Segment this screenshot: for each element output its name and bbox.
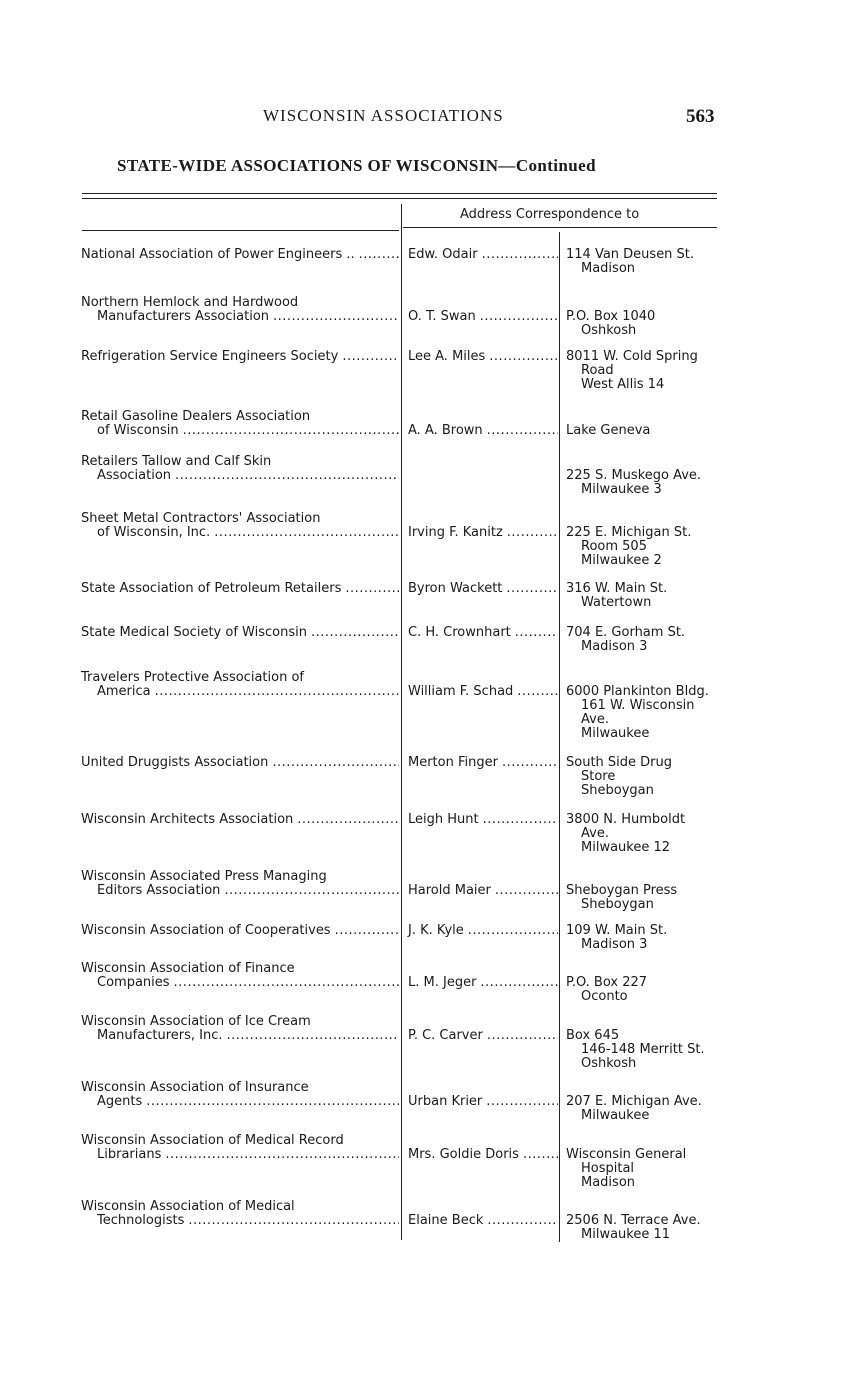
dot-leader bbox=[495, 884, 558, 898]
dot-leader bbox=[165, 1148, 399, 1162]
correspondent bbox=[408, 626, 558, 640]
correspondent-name: A. A. Brown bbox=[408, 423, 483, 438]
address-line: 2506 N. Terrace Ave. bbox=[566, 1213, 701, 1228]
association-name bbox=[81, 512, 399, 540]
dot-leader bbox=[517, 685, 558, 699]
address-line: 161 W. Wisconsin bbox=[581, 698, 695, 713]
association-name-line: Technologists bbox=[97, 1213, 185, 1228]
address-line: Wisconsin General bbox=[566, 1147, 687, 1162]
association-name bbox=[81, 962, 399, 990]
correspondent-name: C. H. Crownhart bbox=[408, 625, 511, 640]
association-name bbox=[81, 813, 399, 827]
address-line: Box 645 bbox=[566, 1028, 620, 1043]
address-line: 109 W. Main St. bbox=[566, 923, 668, 938]
association-name bbox=[81, 1015, 399, 1043]
correspondent bbox=[408, 310, 558, 324]
association-name bbox=[81, 924, 399, 938]
association-name bbox=[81, 870, 399, 898]
address-line: Store bbox=[581, 769, 616, 784]
dot-leader bbox=[226, 1029, 399, 1043]
correspondent-name: Irving F. Kanitz bbox=[408, 525, 503, 540]
address-line: 316 W. Main St. bbox=[566, 581, 668, 596]
correspondent bbox=[408, 884, 558, 898]
correspondent bbox=[408, 976, 558, 990]
dot-leader bbox=[224, 884, 399, 898]
address bbox=[566, 1029, 726, 1071]
correspondent bbox=[408, 813, 558, 827]
dot-leader bbox=[486, 1095, 558, 1109]
correspondent bbox=[408, 1148, 558, 1162]
dot-leader bbox=[214, 526, 399, 540]
association-name-line: Refrigeration Service Engineers Society bbox=[81, 349, 339, 364]
association-name bbox=[81, 671, 399, 699]
running-head bbox=[0, 106, 859, 130]
column-divider-1 bbox=[401, 204, 402, 1240]
association-name-line: United Druggists Association bbox=[81, 755, 269, 770]
correspondent bbox=[408, 1029, 558, 1043]
address-line: Milwaukee 2 bbox=[581, 553, 662, 568]
address bbox=[566, 626, 726, 654]
header-bottom-rule bbox=[82, 230, 399, 231]
dot-leader bbox=[175, 469, 399, 483]
association-name-line: Wisconsin Associated Press Managing bbox=[81, 869, 327, 884]
address-line: 146-148 Merritt St. bbox=[581, 1042, 705, 1057]
dot-leader bbox=[487, 1029, 558, 1043]
address-line: Milwaukee 3 bbox=[581, 482, 662, 497]
dot-leader bbox=[273, 310, 399, 324]
dot-leader bbox=[480, 976, 558, 990]
table-top-rule-second bbox=[82, 198, 717, 199]
dot-leader bbox=[174, 976, 399, 990]
section-title: STATE-WIDE ASSOCIATIONS OF WISCONSIN—Continued bbox=[117, 156, 596, 175]
correspondent bbox=[408, 582, 558, 596]
association-name-line: Travelers Protective Association of bbox=[81, 670, 304, 685]
association-name bbox=[81, 248, 399, 262]
address bbox=[566, 756, 726, 798]
address bbox=[566, 1148, 726, 1190]
address bbox=[566, 350, 726, 392]
address-line: Ave. bbox=[581, 826, 609, 841]
association-name-line: Editors Association bbox=[97, 883, 221, 898]
correspondent bbox=[408, 756, 558, 770]
address-line: 225 E. Michigan St. bbox=[566, 525, 692, 540]
address-line: 6000 Plankinton Bldg. bbox=[566, 684, 709, 699]
address-line: Madison 3 bbox=[581, 937, 648, 952]
address-line: Oshkosh bbox=[581, 323, 637, 338]
address bbox=[566, 924, 726, 952]
address-line: 3800 N. Humboldt bbox=[566, 812, 686, 827]
address-line: Sheboygan Press bbox=[566, 883, 678, 898]
dot-leader bbox=[272, 756, 399, 770]
association-name bbox=[81, 410, 399, 438]
dot-leader bbox=[515, 626, 558, 640]
correspondent-name: Elaine Beck bbox=[408, 1213, 484, 1228]
column-divider-2 bbox=[559, 232, 560, 1242]
address bbox=[566, 582, 726, 610]
association-name-line: Wisconsin Architects Association bbox=[81, 812, 294, 827]
association-name bbox=[81, 1081, 399, 1109]
association-name-line: State Medical Society of Wisconsin bbox=[81, 625, 307, 640]
address-line: 225 S. Muskego Ave. bbox=[566, 468, 702, 483]
association-name bbox=[81, 455, 399, 483]
address-line: Oshkosh bbox=[581, 1056, 637, 1071]
correspondent bbox=[408, 424, 558, 438]
address-line: Lake Geneva bbox=[566, 423, 651, 438]
dot-leader bbox=[468, 924, 558, 938]
association-name bbox=[81, 1200, 399, 1228]
association-name-line: Retail Gasoline Dealers Association bbox=[81, 409, 311, 424]
dot-leader bbox=[311, 626, 399, 640]
correspondent-name: P. C. Carver bbox=[408, 1028, 483, 1043]
address-line: 8011 W. Cold Spring bbox=[566, 349, 698, 364]
dot-leader bbox=[489, 350, 558, 364]
association-name-line: of Wisconsin, Inc. bbox=[97, 525, 211, 540]
dot-leader bbox=[480, 310, 558, 324]
address-line: Room 505 bbox=[581, 539, 647, 554]
address-line: Milwaukee 11 bbox=[581, 1227, 671, 1242]
correspondent-name: Byron Wackett bbox=[408, 581, 503, 596]
correspondent-name: L. M. Jeger bbox=[408, 975, 477, 990]
address-line: Sheboygan bbox=[581, 897, 654, 912]
address-line: Sheboygan bbox=[581, 783, 654, 798]
correspondent bbox=[408, 350, 558, 364]
header-bottom-rule-right bbox=[403, 227, 717, 228]
address bbox=[566, 469, 726, 497]
dot-leader bbox=[335, 924, 399, 938]
dot-leader bbox=[502, 756, 558, 770]
dot-leader bbox=[506, 582, 558, 596]
association-name-line: Agents bbox=[97, 1094, 143, 1109]
association-name bbox=[81, 1134, 399, 1162]
running-title: WISCONSIN ASSOCIATIONS bbox=[263, 106, 504, 125]
correspondent-name: J. K. Kyle bbox=[408, 923, 464, 938]
address bbox=[566, 685, 726, 741]
dot-leader bbox=[146, 1095, 399, 1109]
association-name bbox=[81, 296, 399, 324]
address bbox=[566, 310, 726, 338]
association-name-line: Manufacturers Association bbox=[97, 309, 270, 324]
association-name-line: Retailers Tallow and Calf Skin bbox=[81, 454, 272, 469]
dot-leader bbox=[359, 248, 399, 262]
association-name-line: Wisconsin Association of Cooperatives bbox=[81, 923, 331, 938]
dot-leader bbox=[297, 813, 399, 827]
address bbox=[566, 1095, 726, 1123]
address-line: Hospital bbox=[581, 1161, 635, 1176]
correspondent-name: Urban Krier bbox=[408, 1094, 483, 1109]
address-line: Milwaukee bbox=[581, 1108, 650, 1123]
address-line: South Side Drug bbox=[566, 755, 673, 770]
address-line: Milwaukee 12 bbox=[581, 840, 671, 855]
page-number: 563 bbox=[686, 106, 715, 127]
correspondent bbox=[408, 685, 558, 699]
association-name-line: Association bbox=[97, 468, 172, 483]
association-name-line: National Association of Power Engineers .. bbox=[81, 247, 355, 262]
dot-leader bbox=[342, 350, 399, 364]
association-name-line: Companies bbox=[97, 975, 170, 990]
dot-leader bbox=[155, 685, 399, 699]
address bbox=[566, 526, 726, 568]
association-name bbox=[81, 756, 399, 770]
column-header: Address Correspondence to bbox=[460, 207, 640, 222]
association-name bbox=[81, 626, 399, 640]
address-line: 114 Van Deusen St. bbox=[566, 247, 695, 262]
correspondent-name: Mrs. Goldie Doris bbox=[408, 1147, 519, 1162]
address-line: Ave. bbox=[581, 712, 609, 727]
association-name bbox=[81, 350, 399, 364]
address-line: Madison 3 bbox=[581, 639, 648, 654]
address-line: Madison bbox=[581, 261, 636, 276]
association-name-line: Librarians bbox=[97, 1147, 162, 1162]
dot-leader bbox=[507, 526, 558, 540]
association-name-line: Sheet Metal Contractors' Association bbox=[81, 511, 321, 526]
address-line: Milwaukee bbox=[581, 726, 650, 741]
address bbox=[566, 424, 726, 438]
dot-leader bbox=[487, 424, 558, 438]
dot-leader bbox=[483, 813, 558, 827]
dot-leader bbox=[188, 1214, 399, 1228]
address bbox=[566, 884, 726, 912]
correspondent-name: Edw. Odair bbox=[408, 247, 478, 262]
correspondent bbox=[408, 526, 558, 540]
address bbox=[566, 813, 726, 855]
correspondent-name: O. T. Swan bbox=[408, 309, 476, 324]
correspondent bbox=[408, 1214, 558, 1228]
association-name-line: of Wisconsin bbox=[97, 423, 179, 438]
association-name bbox=[81, 582, 399, 596]
table-top-rule bbox=[82, 193, 717, 194]
dot-leader bbox=[487, 1214, 558, 1228]
association-name-line: Wisconsin Association of Ice Cream bbox=[81, 1014, 311, 1029]
address-line: P.O. Box 1040 bbox=[566, 309, 656, 324]
dot-leader bbox=[482, 248, 558, 262]
association-name-line: Manufacturers, Inc. bbox=[97, 1028, 223, 1043]
address-line: West Allis 14 bbox=[581, 377, 665, 392]
association-name-line: America bbox=[97, 684, 151, 699]
address-line: 207 E. Michigan Ave. bbox=[566, 1094, 702, 1109]
address-line: 704 E. Gorham St. bbox=[566, 625, 686, 640]
association-name-line: Wisconsin Association of Insurance bbox=[81, 1080, 309, 1095]
association-name-line: Northern Hemlock and Hardwood bbox=[81, 295, 299, 310]
correspondent-name: Merton Finger bbox=[408, 755, 498, 770]
correspondent bbox=[408, 1095, 558, 1109]
address bbox=[566, 1214, 726, 1242]
correspondent-name: Harold Maier bbox=[408, 883, 491, 898]
correspondent bbox=[408, 248, 558, 262]
correspondent-name: Leigh Hunt bbox=[408, 812, 479, 827]
address bbox=[566, 976, 726, 1004]
address-line: P.O. Box 227 bbox=[566, 975, 648, 990]
address-line: Watertown bbox=[581, 595, 652, 610]
correspondent-name: Lee A. Miles bbox=[408, 349, 486, 364]
association-name-line: Wisconsin Association of Medical Record bbox=[81, 1133, 344, 1148]
association-name-line: Wisconsin Association of Finance bbox=[81, 961, 295, 976]
dot-leader bbox=[183, 424, 399, 438]
association-name-line: Wisconsin Association of Medical bbox=[81, 1199, 295, 1214]
address-line: Road bbox=[581, 363, 614, 378]
association-name-line: State Association of Petroleum Retailers bbox=[81, 581, 342, 596]
address bbox=[566, 248, 726, 276]
address-line: Madison bbox=[581, 1175, 636, 1190]
dot-leader bbox=[523, 1148, 558, 1162]
dot-leader bbox=[345, 582, 399, 596]
address-line: Oconto bbox=[581, 989, 628, 1004]
correspondent-name: William F. Schad bbox=[408, 684, 514, 699]
correspondent bbox=[408, 924, 558, 938]
